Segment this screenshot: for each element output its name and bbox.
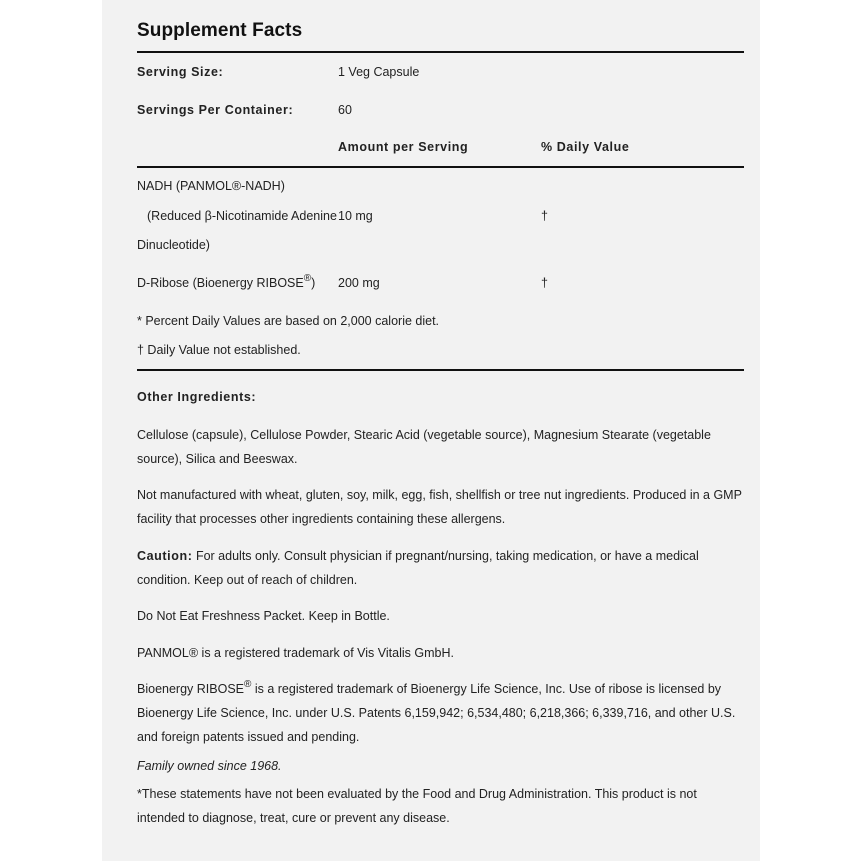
family-owned-note: Family owned since 1968.: [137, 759, 282, 773]
panel-title: Supplement Facts: [137, 20, 303, 41]
footnote-not-established: † Daily Value not established.: [137, 343, 301, 357]
ribose-daily-value: †: [541, 276, 548, 290]
caution-label: Caution:: [137, 549, 193, 563]
serving-size-value: 1 Veg Capsule: [338, 65, 420, 79]
other-ingredients-label: Other Ingredients:: [137, 390, 257, 404]
footnote-daily-values: * Percent Daily Values are based on 2,000 calorie diet.: [137, 314, 440, 328]
serving-size-label: Serving Size:: [137, 65, 224, 79]
nadh-amount: 10 mg: [338, 209, 373, 223]
ingredients-list: Cellulose (capsule), Cellulose Powder, Stearic Acid (vegetable source), Magnesium Stearate (vegetable source), Silica and Beeswax.: [137, 428, 711, 466]
amount-per-serving-header: Amount per Serving: [338, 140, 469, 154]
ribose-name: D-Ribose (Bioenergy RIBOSE®): [137, 273, 316, 290]
nadh-description-cont: Dinucleotide): [137, 238, 210, 252]
ribose-amount: 200 mg: [338, 276, 380, 290]
registered-mark: ®: [244, 679, 252, 690]
caution-statement: Caution: For adults only. Consult physician if pregnant/nursing, taking medication, or have a medical condition. Keep out of reach of children.: [137, 549, 699, 587]
panmol-trademark: PANMOL® is a registered trademark of Vis Vitalis GmbH.: [137, 646, 454, 660]
header-rule: [137, 166, 744, 168]
nadh-name: NADH (PANMOL®-NADH): [137, 179, 285, 193]
nadh-description: (Reduced β-Nicotinamide Adenine: [147, 209, 337, 223]
fda-disclaimer: *These statements have not been evaluated by the Food and Drug Administration. This product is not intended to diagnose, treat, cure or prevent any disease.: [137, 787, 697, 825]
freshness-packet-note: Do Not Eat Freshness Packet. Keep in Bottle.: [137, 609, 390, 623]
nadh-daily-value: †: [541, 209, 548, 223]
supplement-facts-panel: [102, 0, 760, 861]
registered-mark: ®: [303, 273, 312, 284]
title-rule: [137, 51, 744, 53]
ribose-trademark: Bioenergy RIBOSE® is a registered trademark of Bioenergy Life Science, Inc. Use of ribose is licensed by Bioenergy Life Science, Inc. under U.S. Patents 6,159,942; 6,534,480; 6,218,366; 6,339,716, and other U.S. and foreign patents issued and pending.: [137, 679, 736, 744]
servings-per-container-value: 60: [338, 103, 352, 117]
servings-per-container-label: Servings Per Container:: [137, 103, 294, 117]
daily-value-header: % Daily Value: [541, 140, 630, 154]
allergen-statement: Not manufactured with wheat, gluten, soy, milk, egg, fish, shellfish or tree nut ingredients. Produced in a GMP facility that processes other ingredients containing these allergens.: [137, 488, 742, 526]
facts-bottom-rule: [137, 369, 744, 371]
